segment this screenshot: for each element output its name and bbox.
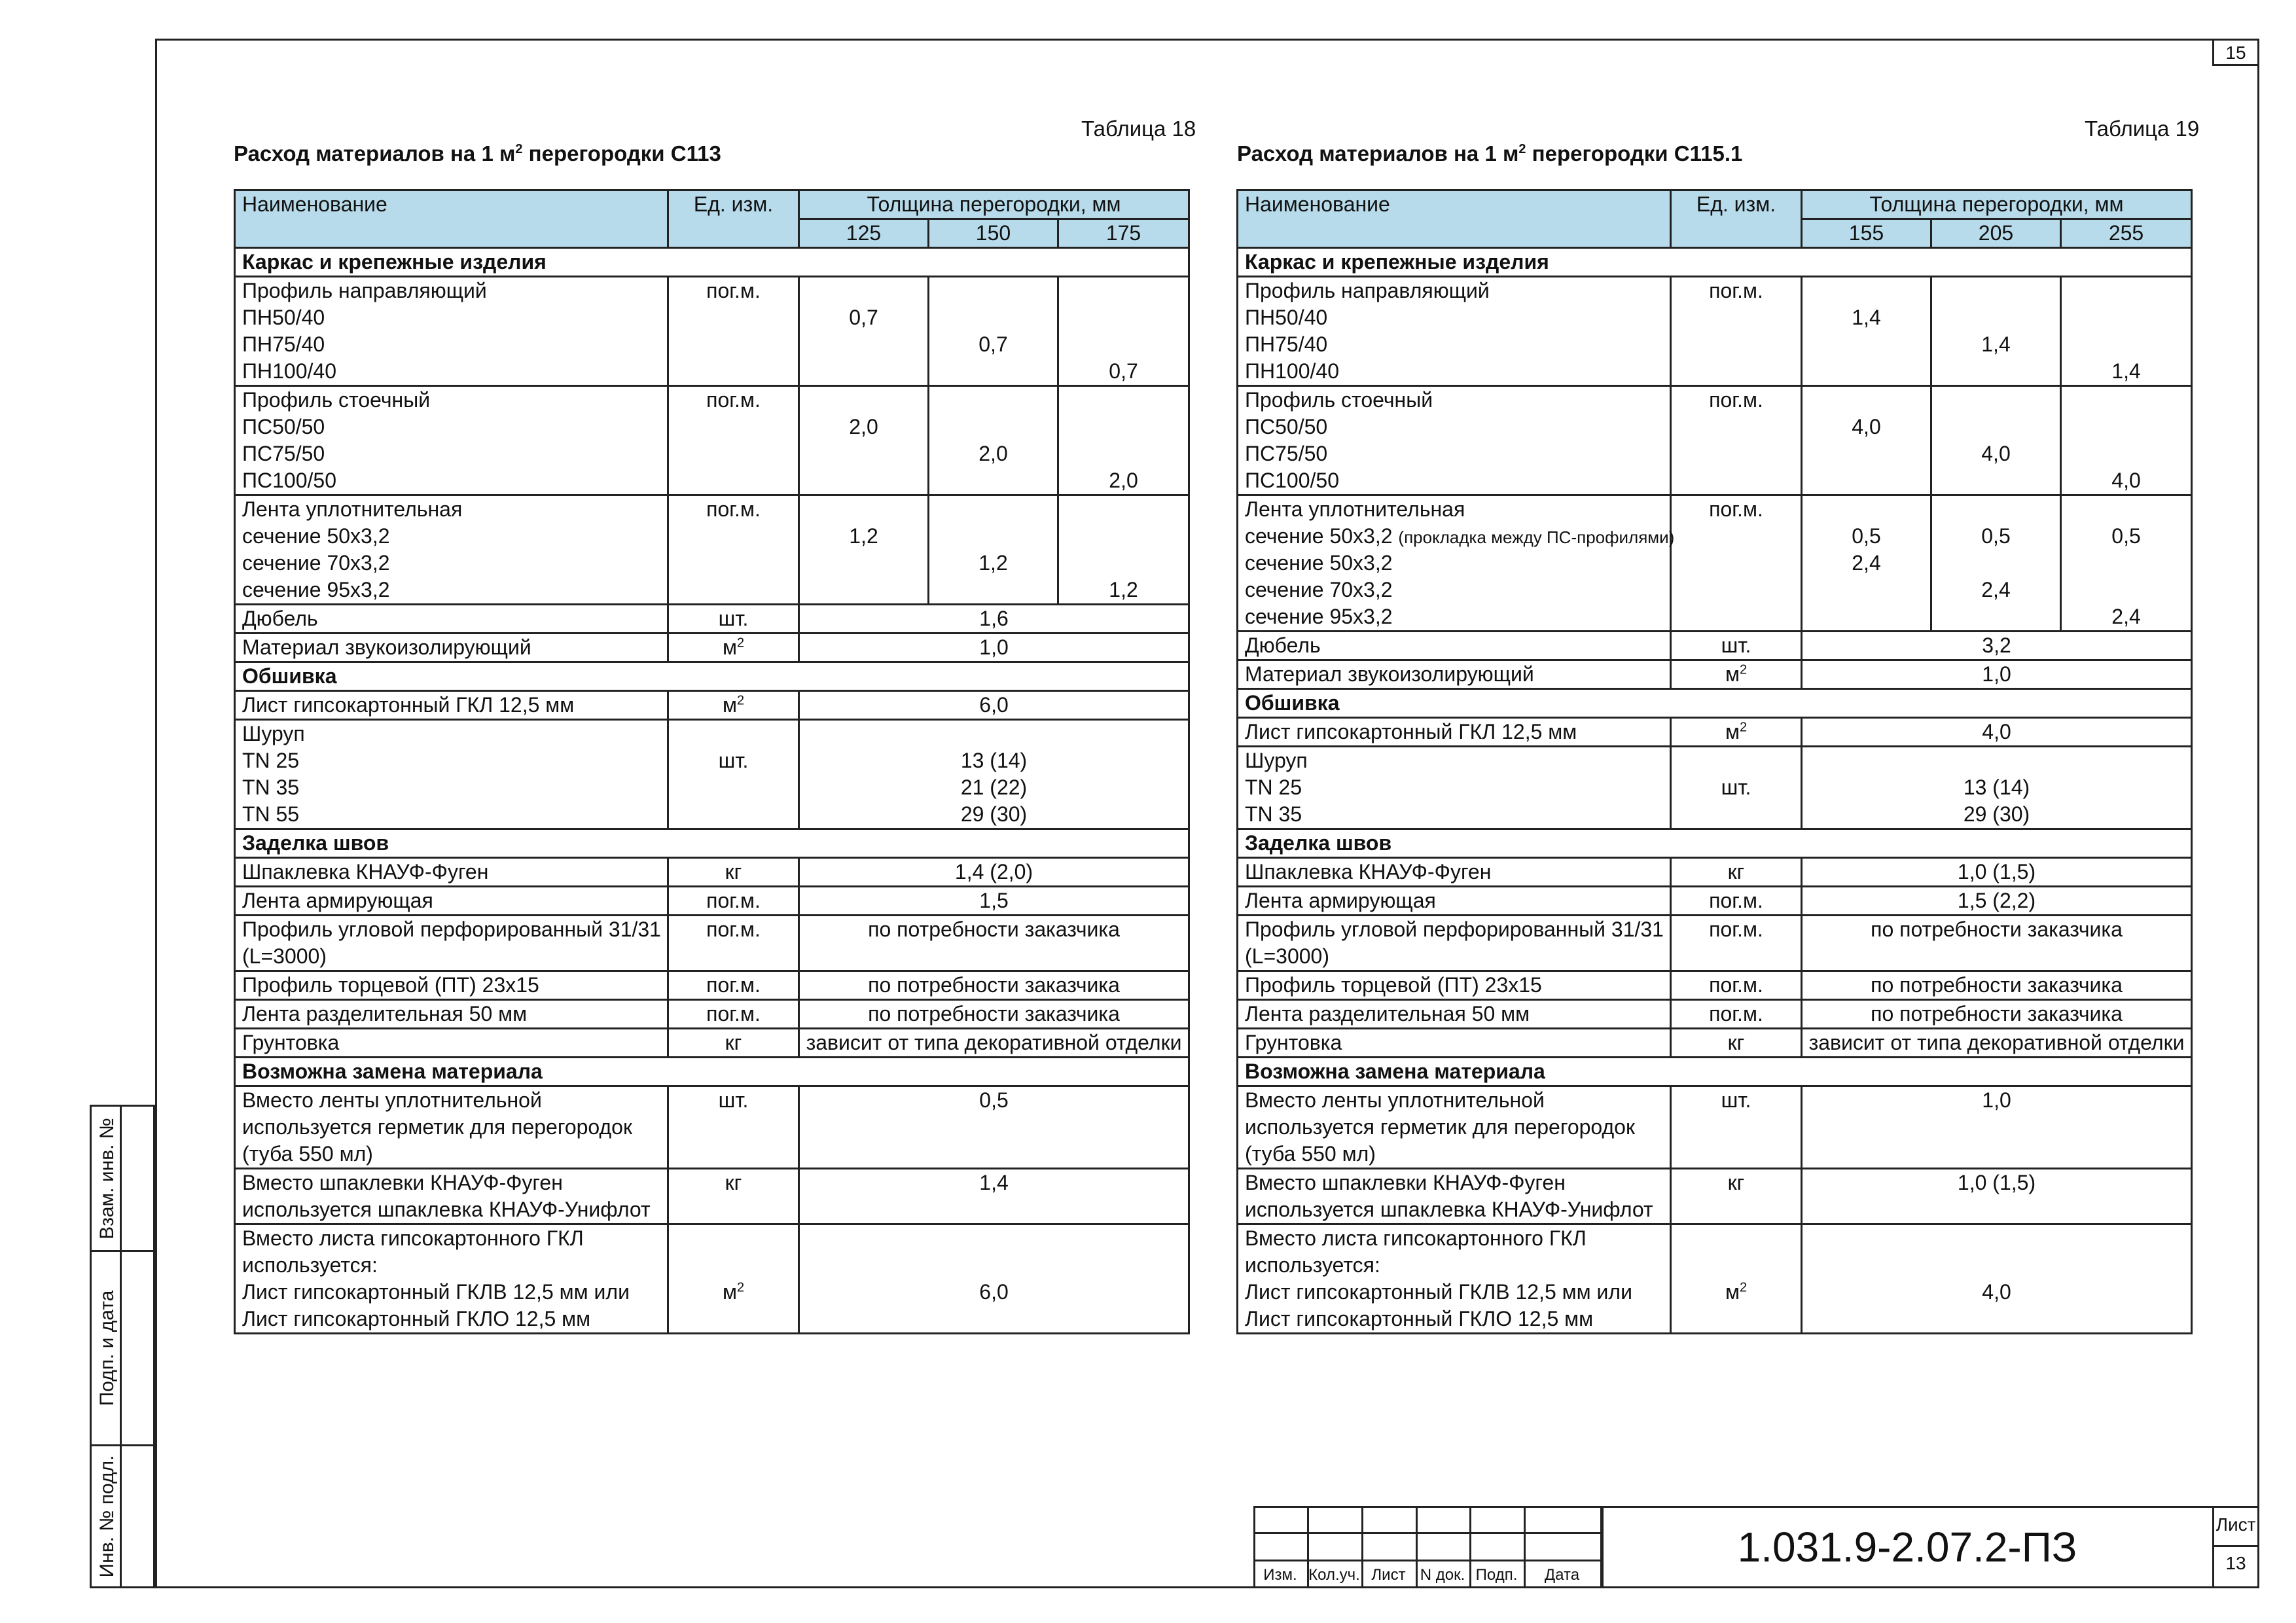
table-19-title: Расход материалов на 1 $м^2$ перегородки С115.1 — [1237, 141, 1743, 166]
document-code: 1.031.9-2.07.2-ПЗ — [1737, 1524, 2077, 1571]
header-thickness: Толщина перегородки, мм — [1802, 190, 2192, 219]
section-replacement: Возможна замена материала — [235, 1058, 1189, 1086]
table-row: Вместо ленты уплотнительной используется герметик для перегородок (туба 550 мл) шт. 1,0 — [1238, 1086, 2192, 1169]
section-frame: Каркас и крепежные изделия — [235, 248, 1189, 277]
table-row: Шпаклевка КНАУФ-Фуген кг 1,4 (2,0) — [235, 858, 1189, 887]
page-number-top: 15 — [2212, 39, 2259, 66]
stamp-col-qty: Кол.уч. — [1308, 1566, 1360, 1584]
table-row: Вместо шпаклевки КНАУФ-Фуген используется шпаклевка КНАУФ-Унифлот кг 1,0 (1,5) — [1238, 1169, 2192, 1224]
header-name: Наименование — [1238, 190, 1671, 248]
table-row: Вместо листа гипсокартонного ГКЛ используется: Лист гипсокартонный ГКЛВ 12,5 мм или Лист гипсокартонный ГКЛО 12,5 мм $м^2$ 6,0 — [235, 1224, 1189, 1334]
header-thickness-3: 175 — [1058, 219, 1189, 248]
header-unit: Ед. изм. — [668, 190, 799, 248]
section-replacement: Возможна замена материала — [1238, 1058, 2192, 1086]
sheet-number: 13 — [2225, 1553, 2246, 1573]
table-row: Профиль угловой перфорированный 31/31 (L=3000) пог.м. по потребности заказчика — [1238, 916, 2192, 971]
table-row: Вместо шпаклевки КНАУФ-Фуген используется шпаклевка КНАУФ-Унифлот кг 1,4 — [235, 1169, 1189, 1224]
table-row: Лист гипсокартонный ГКЛ 12,5 мм $м^2$ 4,0 — [1238, 718, 2192, 747]
table-row: Лента армирующая пог.м. 1,5 — [235, 887, 1189, 916]
stamp-col-doc: N док. — [1420, 1566, 1465, 1584]
side-stamp — [90, 1105, 155, 1588]
table-row: Лента разделительная 50 мм пог.м. по потребности заказчика — [235, 1000, 1189, 1029]
side-label-replace-inv: Взам. инв. № — [96, 1117, 118, 1240]
header-thickness-3: 255 — [2061, 219, 2192, 248]
side-cell-sign-date — [92, 1252, 153, 1446]
stamp-col-date: Дата — [1544, 1566, 1580, 1584]
table-row: Шпаклевка КНАУФ-Фуген кг 1,0 (1,5) — [1238, 858, 2192, 887]
table-row: Материал звукоизолирующий $м^2$ 1,0 — [235, 633, 1189, 662]
table-row: Лента уплотнительная сечение 50х3,2 сечение 70х3,2 сечение 95х3,2 пог.м. 1,2 1,2 1,2 — [235, 495, 1189, 605]
section-sheathing: Обшивка — [1238, 689, 2192, 718]
header-unit: Ед. изм. — [1671, 190, 1802, 248]
table-row: Шуруп TN 25 TN 35 TN 55 шт. 13 (14) 21 (22) 29 (30) — [235, 720, 1189, 829]
table-18 — [234, 189, 1190, 1334]
table-row: Лента армирующая пог.м. 1,5 (2,2) — [1238, 887, 2192, 916]
table-row: Материал звукоизолирующий $м^2$ 1,0 — [1238, 660, 2192, 689]
header-thickness-1: 125 — [799, 219, 929, 248]
table-row: Дюбель шт. 1,6 — [235, 605, 1189, 633]
section-frame: Каркас и крепежные изделия — [1238, 248, 2192, 277]
side-cell-replace-inv — [92, 1107, 153, 1252]
table-row: Профиль направляющий ПН50/40 ПН75/40 ПН100/40 пог.м. 0,7 0,7 0,7 — [235, 277, 1189, 386]
table-row: Лента уплотнительная сечение 50х3,2 (прокладка между ПС-профилями) сечение 50х3,2 сечение 70х3,2 сечение 95х3,2 пог.м. 0,5 2,4 0,5 2,4 0,5 2,4 — [1238, 495, 2192, 632]
stamp-col-sign: Подп. — [1475, 1566, 1518, 1584]
table-row: Профиль стоечный ПС50/50 ПС75/50 ПС100/50 пог.м. 4,0 4,0 4,0 — [1238, 386, 2192, 495]
table-row: Вместо ленты уплотнительной используется герметик для перегородок (туба 550 мл) шт. 0,5 — [235, 1086, 1189, 1169]
header-thickness-2: 205 — [1931, 219, 2061, 248]
table-19-caption: Таблица 19 — [2085, 116, 2200, 141]
table-row: Лента разделительная 50 мм пог.м. по потребности заказчика — [1238, 1000, 2192, 1029]
side-label-sign-date: Подп. и дата — [96, 1290, 118, 1406]
section-seams: Заделка швов — [1238, 829, 2192, 858]
table-row: Профиль направляющий ПН50/40 ПН75/40 ПН100/40 пог.м. 1,4 1,4 1,4 — [1238, 277, 2192, 386]
table-row: Дюбель шт. 3,2 — [1238, 632, 2192, 660]
table-row: Шуруп TN 25 TN 35 шт. 13 (14) 29 (30) — [1238, 747, 2192, 829]
header-thickness-1: 155 — [1802, 219, 1931, 248]
section-seams: Заделка швов — [235, 829, 1189, 858]
header-thickness-2: 150 — [929, 219, 1058, 248]
table-18-title: Расход материалов на 1 $м^2$ перегородки С113 — [234, 141, 721, 166]
table-row: Профиль стоечный ПС50/50 ПС75/50 ПС100/50 пог.м. 2,0 2,0 2,0 — [235, 386, 1189, 495]
table-row: Лист гипсокартонный ГКЛ 12,5 мм $м^2$ 6,0 — [235, 691, 1189, 720]
section-sheathing: Обшивка — [235, 662, 1189, 691]
header-thickness: Толщина перегородки, мм — [799, 190, 1189, 219]
table-18-caption: Таблица 18 — [1081, 116, 1196, 141]
stamp-col-change: Изм. — [1263, 1566, 1297, 1584]
table-row: Профиль угловой перфорированный 31/31 (L=3000) пог.м. по потребности заказчика — [235, 916, 1189, 971]
side-cell-orig-inv — [92, 1446, 153, 1586]
header-name: Наименование — [235, 190, 668, 248]
side-label-orig-inv: Инв. № подл. — [96, 1455, 118, 1578]
stamp-col-sheet: Лист — [1371, 1566, 1406, 1584]
table-row: Грунтовка кг зависит от типа декоративной отделки — [235, 1029, 1189, 1058]
table-row: Вместо листа гипсокартонного ГКЛ используется: Лист гипсокартонный ГКЛВ 12,5 мм или Лист гипсокартонный ГКЛО 12,5 мм $м^2$ 4,0 — [1238, 1224, 2192, 1334]
table-row: Профиль торцевой (ПТ) 23х15 пог.м. по потребности заказчика — [1238, 971, 2192, 1000]
sheet-label: Лист — [2215, 1514, 2256, 1535]
table-row: Грунтовка кг зависит от типа декоративной отделки — [1238, 1029, 2192, 1058]
table-19 — [1236, 189, 2193, 1334]
table-row: Профиль торцевой (ПТ) 23х15 пог.м. по потребности заказчика — [235, 971, 1189, 1000]
